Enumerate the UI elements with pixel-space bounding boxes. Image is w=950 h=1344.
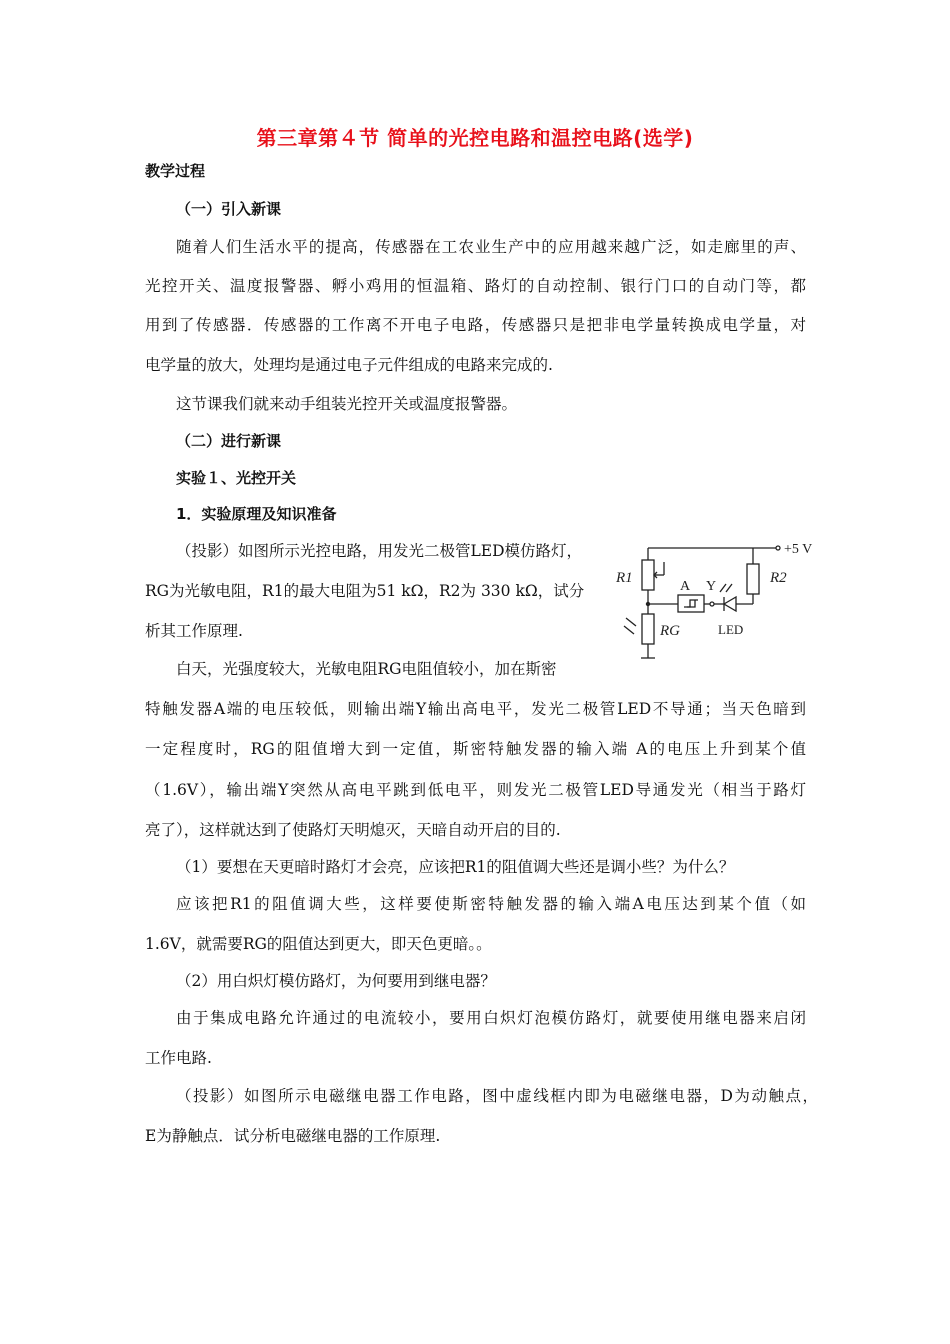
intro-last-line: 这节课我们就来动手组装光控开关或温度报警器。 bbox=[176, 395, 518, 413]
question-1: （1）要想在天更暗时路灯才会亮，应该把R1的阻值调大些还是调小些？为什么？ bbox=[176, 858, 735, 876]
label-supply: +5 V bbox=[784, 542, 813, 557]
projection2-line-2: E为静触点．试分析电磁继电器的工作原理. bbox=[145, 1127, 441, 1145]
heading-intro: （一）引入新课 bbox=[176, 200, 282, 218]
projection2-line-1: （投影）如图所示电磁继电器工作电路，图中虚线框内即为电磁继电器，D为动触点， bbox=[176, 1087, 818, 1105]
heading-new-lesson: （二）进行新课 bbox=[176, 432, 282, 450]
analysis-line-1: 白天，光强度较大，光敏电阻RG电阻值较小，加在斯密 bbox=[176, 660, 557, 678]
answer-2-line-2: 工作电路. bbox=[145, 1049, 212, 1067]
heading-teaching-process: 教学过程 bbox=[145, 162, 206, 180]
label-r1: R1 bbox=[616, 570, 633, 586]
label-rg: RG bbox=[660, 623, 680, 639]
analysis-line-4: （1.6V），输出端Y突然从高电平跳到低电平，则发光二极管LED导通发光（相当于路灯 bbox=[145, 781, 806, 799]
projection1-line-1: （投影）如图所示光控电路，用发光二极管LED模仿路灯， bbox=[176, 542, 583, 560]
intro-line-3: 用到了传感器．传感器的工作离不开电子电路，传感器只是把非电学量转换成电学量，对 bbox=[145, 316, 806, 334]
projection1-line-2: RG为光敏电阻，R1的最大电阻为51 kΩ，R2为 330 kΩ，试分 bbox=[145, 582, 585, 600]
analysis-line-2: 特触发器A端的电压较低，则输出端Y输出高电平，发光二极管LED不导通；当天色暗到 bbox=[145, 700, 806, 718]
answer-2-line-1: 由于集成电路允许通过的电流较小，要用白炽灯泡模仿路灯，就要使用继电器来启闭 bbox=[176, 1009, 806, 1027]
question-2: （2）用白炽灯模仿路灯，为何要用到继电器？ bbox=[176, 972, 496, 990]
intro-line-2: 光控开关、温度报警器、孵小鸡用的恒温箱、路灯的自动控制、银行门口的自动门等，都 bbox=[145, 277, 806, 295]
answer-1-line-1: 应该把R1的阻值调大些，这样要使斯密特触发器的输入端A电压达到某个值（如 bbox=[176, 895, 806, 913]
analysis-line-3: 一定程度时，RG的阻值增大到一定值，斯密特触发器的输入端 A的电压上升到某个值 bbox=[145, 740, 806, 758]
answer-1-line-2: 1.6V，就需要RG的阻值达到更大，即天色更暗。。 bbox=[145, 935, 492, 953]
intro-line-1: 随着人们生活水平的提高，传感器在工农业生产中的应用越来越广泛，如走廊里的声、 bbox=[176, 238, 806, 256]
heading-experiment-1: 实验１、光控开关 bbox=[176, 469, 297, 487]
label-y: Y bbox=[706, 579, 717, 594]
projection1-line-3: 析其工作原理. bbox=[145, 622, 243, 640]
page-title: 第三章第４节 简单的光控电路和温控电路(选学) bbox=[256, 126, 694, 150]
label-led: LED bbox=[718, 622, 744, 637]
intro-line-4: 电学量的放大，处理均是通过电子元件组成的电路来完成的. bbox=[145, 356, 553, 374]
light-control-circuit-diagram bbox=[608, 532, 828, 672]
label-r2: R2 bbox=[770, 570, 787, 586]
heading-principle: 1．实验原理及知识准备 bbox=[176, 505, 337, 523]
label-a: A bbox=[680, 579, 691, 594]
analysis-line-5: 亮了），这样就达到了使路灯天明熄灭，天暗自动开启的目的. bbox=[145, 821, 561, 839]
